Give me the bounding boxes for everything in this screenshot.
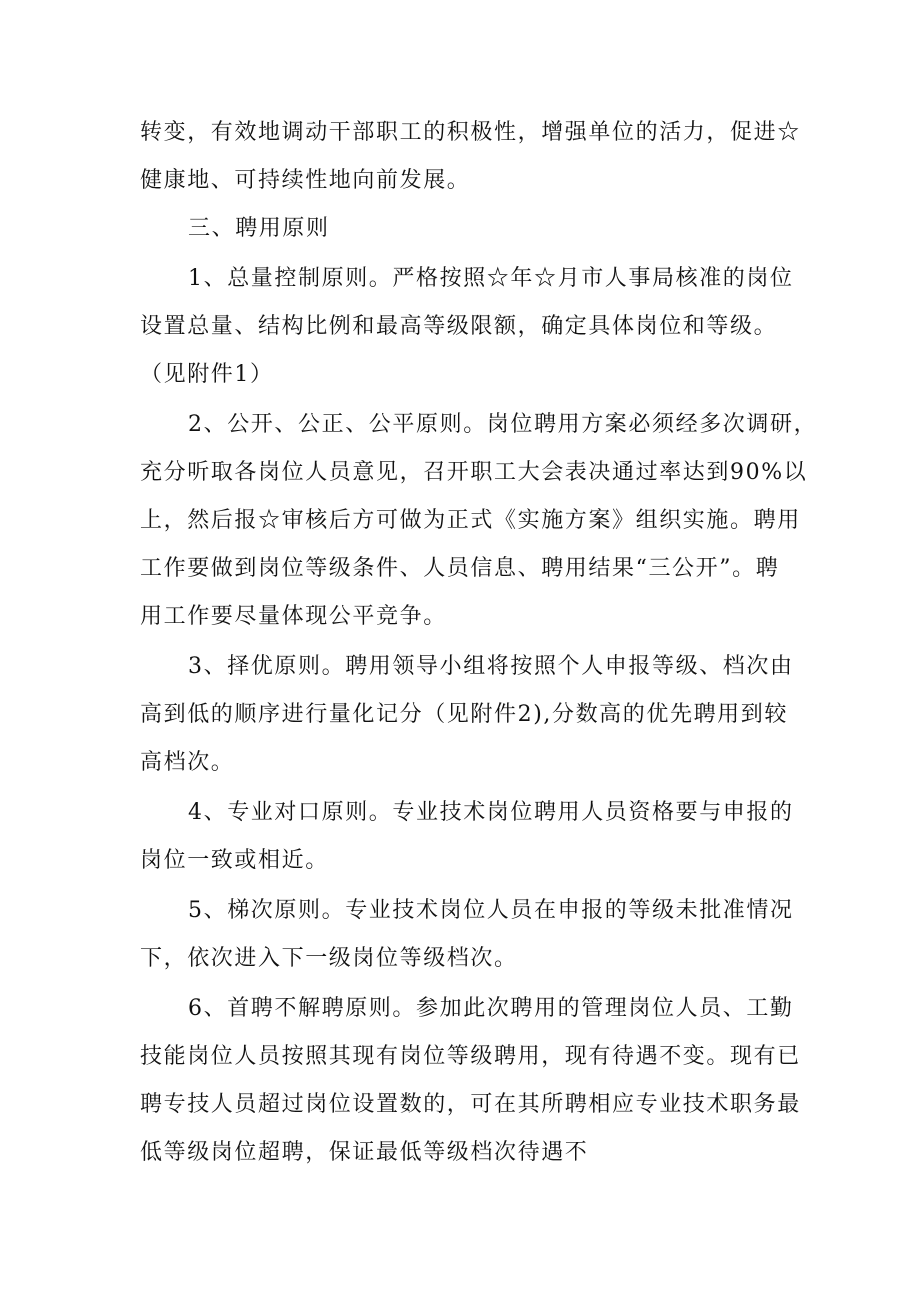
- paragraph-line: 技能岗位人员按照其现有岗位等级聘用，现有待遇不变。现有已: [140, 1044, 801, 1069]
- paragraph-line: 岗位一致或相近。: [140, 848, 329, 873]
- paragraph-line: （见附件1）: [140, 362, 274, 387]
- paragraph-line: 高到低的顺序进行量化记分（见附件2),分数高的优先聘用到较: [140, 702, 788, 727]
- paragraph-line: 下，依次进入下一级岗位等级档次。: [140, 946, 518, 971]
- section-heading: 三、聘用原则: [188, 216, 330, 241]
- paragraph-line: 6、首聘不解聘原则。参加此次聘用的管理岗位人员、工勤: [188, 996, 794, 1021]
- paragraph-line: 用工作要尽量体现公平竞争。: [140, 604, 447, 629]
- paragraph-line: 工作要做到岗位等级条件、人员信息、聘用结果“三公开”。聘: [140, 556, 780, 581]
- paragraph-line: 健康地、可持续性地向前发展。: [140, 168, 471, 193]
- paragraph-line: 聘专技人员超过岗位设置数的，可在其所聘相应专业技术职务最: [140, 1092, 801, 1117]
- paragraph-line: 1、总量控制原则。严格按照☆年☆月市人事局核准的岗位: [188, 266, 794, 291]
- paragraph-line: 低等级岗位超聘，保证最低等级档次待遇不: [140, 1140, 589, 1165]
- paragraph-line: 3、择优原则。聘用领导小组将按照个人申报等级、档次由: [188, 654, 794, 679]
- paragraph-line: 2、公开、公正、公平原则。岗位聘用方案必须经多次调研，: [188, 412, 818, 437]
- paragraph-line: 转变，有效地调动干部职工的积极性，增强单位的活力，促进☆: [140, 120, 801, 145]
- paragraph-line: 充分听取各岗位人员意见，召开职工大会表决通过率达到90%以: [140, 460, 808, 485]
- paragraph-line: 4、专业对口原则。专业技术岗位聘用人员资格要与申报的: [188, 800, 794, 825]
- paragraph-line: 上，然后报☆审核后方可做为正式《实施方案》组织实施。聘用: [140, 508, 801, 533]
- paragraph-line: 5、梯次原则。专业技术岗位人员在申报的等级未批准情况: [188, 898, 794, 923]
- paragraph-line: 设置总量、结构比例和最高等级限额，确定具体岗位和等级。: [140, 314, 778, 339]
- paragraph-line: 高档次。: [140, 750, 235, 775]
